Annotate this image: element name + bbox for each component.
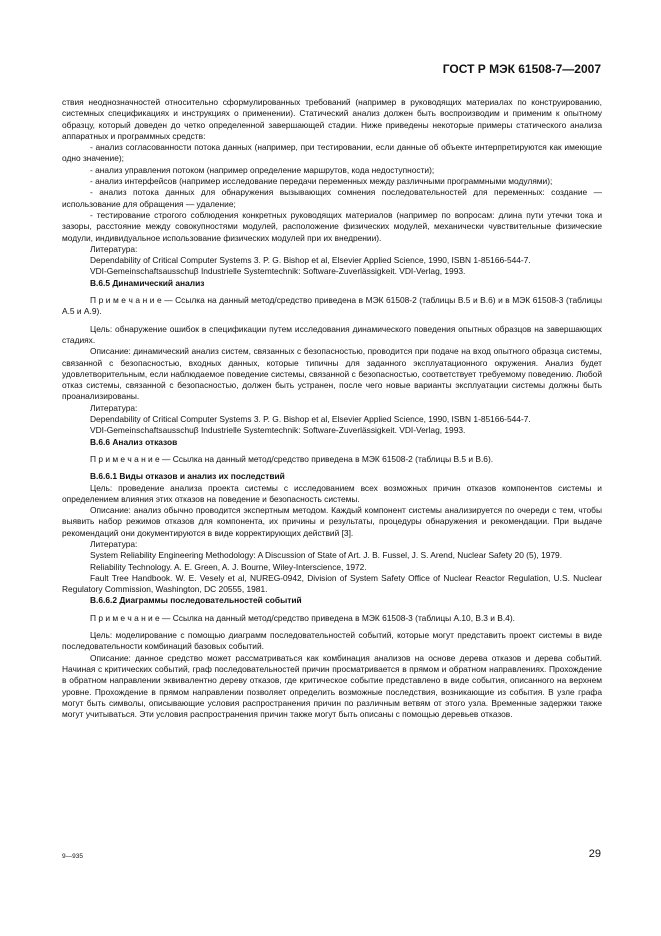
reference-item: VDI-Gemeinschaftsausschuβ Industrielle Systemtechnik: Software-Zuverlässigkeit. VDI-Verlag, 1993. [90, 425, 466, 436]
paragraph: Цель: обнаружение ошибок в спецификации путем исследования динамического поведения опытных образцов на завершающих стадиях. [62, 323, 602, 345]
list-item: - анализ управления потоком (например определение маршрутов, кода недоступности); [90, 164, 435, 175]
references-label: Литература: [90, 538, 138, 549]
reference-item: System Reliability Engineering Methodology: A Discussion of State of Art. J. B. Fussel, J. S. Arend, Nuclear Safety 20 (5), 1979. [90, 550, 563, 561]
reference-item: Dependability of Critical Computer Systems 3. P. G. Bishop et al, Elsevier Applied Science, 1990, ISBN 1-85166-544-7. [90, 255, 531, 266]
page-number: 29 [588, 848, 601, 860]
references-label: Литература: [90, 402, 138, 413]
section-heading: B.6.5 Динамический анализ [90, 277, 205, 288]
paragraph: Описание: данное средство может рассматриваться как комбинация анализов на основе дерева отказов и дерева событий. Начиная с критических событий, граф последовательностей причин просматривается в прямом и обратном направлениях. Прохождение в обратном направлении эквивалентно дереву отказов, где критическое событие представлено в виде события, описанного на верхнем уровне. Прохождение в прямом направлении позволяет определить возможные последствия, возникающие из события. В узле графа могут быть символы, описывающие условия распространения причин по различным ветвям от этого узла. Временные задержки также могут учитываться. Эти условия распространения причин также могут быть описаны с помощью деревьев отказов. [62, 652, 602, 720]
reference-item: VDI-Gemeinschaftsausschuβ Industrielle Systemtechnik: Software-Zuverlässigkeit. VDI-Verlag, 1993. [90, 266, 466, 277]
reference-item: Dependability of Critical Computer Systems 3. P. G. Bishop et al, Elsevier Applied Science, 1990, ISBN 1-85166-544-7. [90, 414, 531, 425]
footer-code: 9—935 [62, 853, 83, 860]
reference-item: Reliability Technology. A. E. Green, A. J. Bourne, Wiley-Interscience, 1972. [90, 561, 367, 572]
list-item: - анализ интерфейсов (например исследование передачи переменных между различными программными модулями); [90, 176, 553, 187]
page-body [62, 97, 602, 720]
list-item: - анализ потока данных для обнаружения вызывающих сомнения последовательностей для переменных: создание — использование для обращения — удаление; [62, 187, 602, 209]
list-item: - тестирование строгого соблюдения конкретных руководящих материалов (например по вопросам: длина пути утечки тока и зазоры, расстояние между совокупностями модулей, расположение физических модулей, механически чувствительные физические модули, индивидуальное использование физических модулей при их внедрении). [62, 209, 602, 243]
paragraph: Цель: проведение анализа проекта системы с исследованием всех возможных причин отказов компонентов системы и определением влияния этих отказов на поведение и безопасность системы. [62, 482, 602, 504]
page-header-title: ГОСТ Р МЭК 61508-7—2007 [442, 62, 601, 76]
paragraph: Описание: анализ обычно проводится экспертным методом. Каждый компонент системы анализируется по очереди с тем, чтобы выявить набор режимов отказов для компонента, их причины и результаты, процедуры обнаружения и рекомендации. При выдаче рекомендаций они документируются в виде корректирующих действий [3]. [62, 505, 602, 538]
note: П р и м е ч а н и е — Ссылка на данный метод/средство приведена в МЭК 61508-2 (таблицы В.5 и В.6). [90, 453, 494, 464]
list-item: - анализ согласованности потока данных (например, при тестировании, если данные об объекте интерпретируются как имеющие одно значение); [62, 142, 602, 164]
section-heading: B.6.6 Анализ отказов [90, 436, 178, 447]
references-label: Литература: [90, 243, 138, 254]
paragraph: ствия неоднозначностей относительно сформулированных требований (например в руководящих материалах по конструированию, системных спецификациях и инструкциях о применении). Статический анализ должен быть воспроизводим и применим к опытному образцу, который доведен до четко определенной завершающей стадии. Ниже приведены некоторые примеры статического анализа аппаратных и программных средств: [62, 97, 602, 141]
paragraph: Описание: динамический анализ систем, связанных с безопасностью, проводится при подаче на вход опытного образца системы, связанной с безопасностью, входных данных, которые типичны для заданного эксплуатационного окружения. Анализ будет удовлетворительным, если наблюдаемое поведение системы, связанной с безопасностью, соответствует требуемому поведению. Любой отказ системы, связанной с безопасностью, должен быть устранен, после чего новые варианты эксплуатации системы должны быть проанализированы. [62, 346, 602, 402]
note: П р и м е ч а н и е — Ссылка на данный метод/средство приведена в МЭК 61508-3 (таблицы А.10, В.3 и В.4). [90, 612, 515, 623]
paragraph: Цель: моделирование с помощью диаграмм последовательностей событий, которые могут представить проект системы в виде последовательности комбинаций базовых событий. [62, 630, 602, 652]
section-heading: B.6.6.2 Диаграммы последовательностей событий [90, 595, 302, 606]
note: П р и м е ч а н и е — Ссылка на данный метод/средство приведена в МЭК 61508-2 (таблицы В.5 и В.6) и в МЭК 61508-3 (таблицы А.5 и А.9). [62, 295, 602, 317]
section-heading: B.6.6.1 Виды отказов и анализ их последствий [90, 471, 285, 482]
reference-item: Fault Tree Handbook. W. E. Vesely et al, NUREG-0942, Division of System Safety Office of Nuclear Reactor Regulation, U.S. Nuclear Regulatory Commission, Washington, DC 20555, 1981. [62, 572, 602, 595]
